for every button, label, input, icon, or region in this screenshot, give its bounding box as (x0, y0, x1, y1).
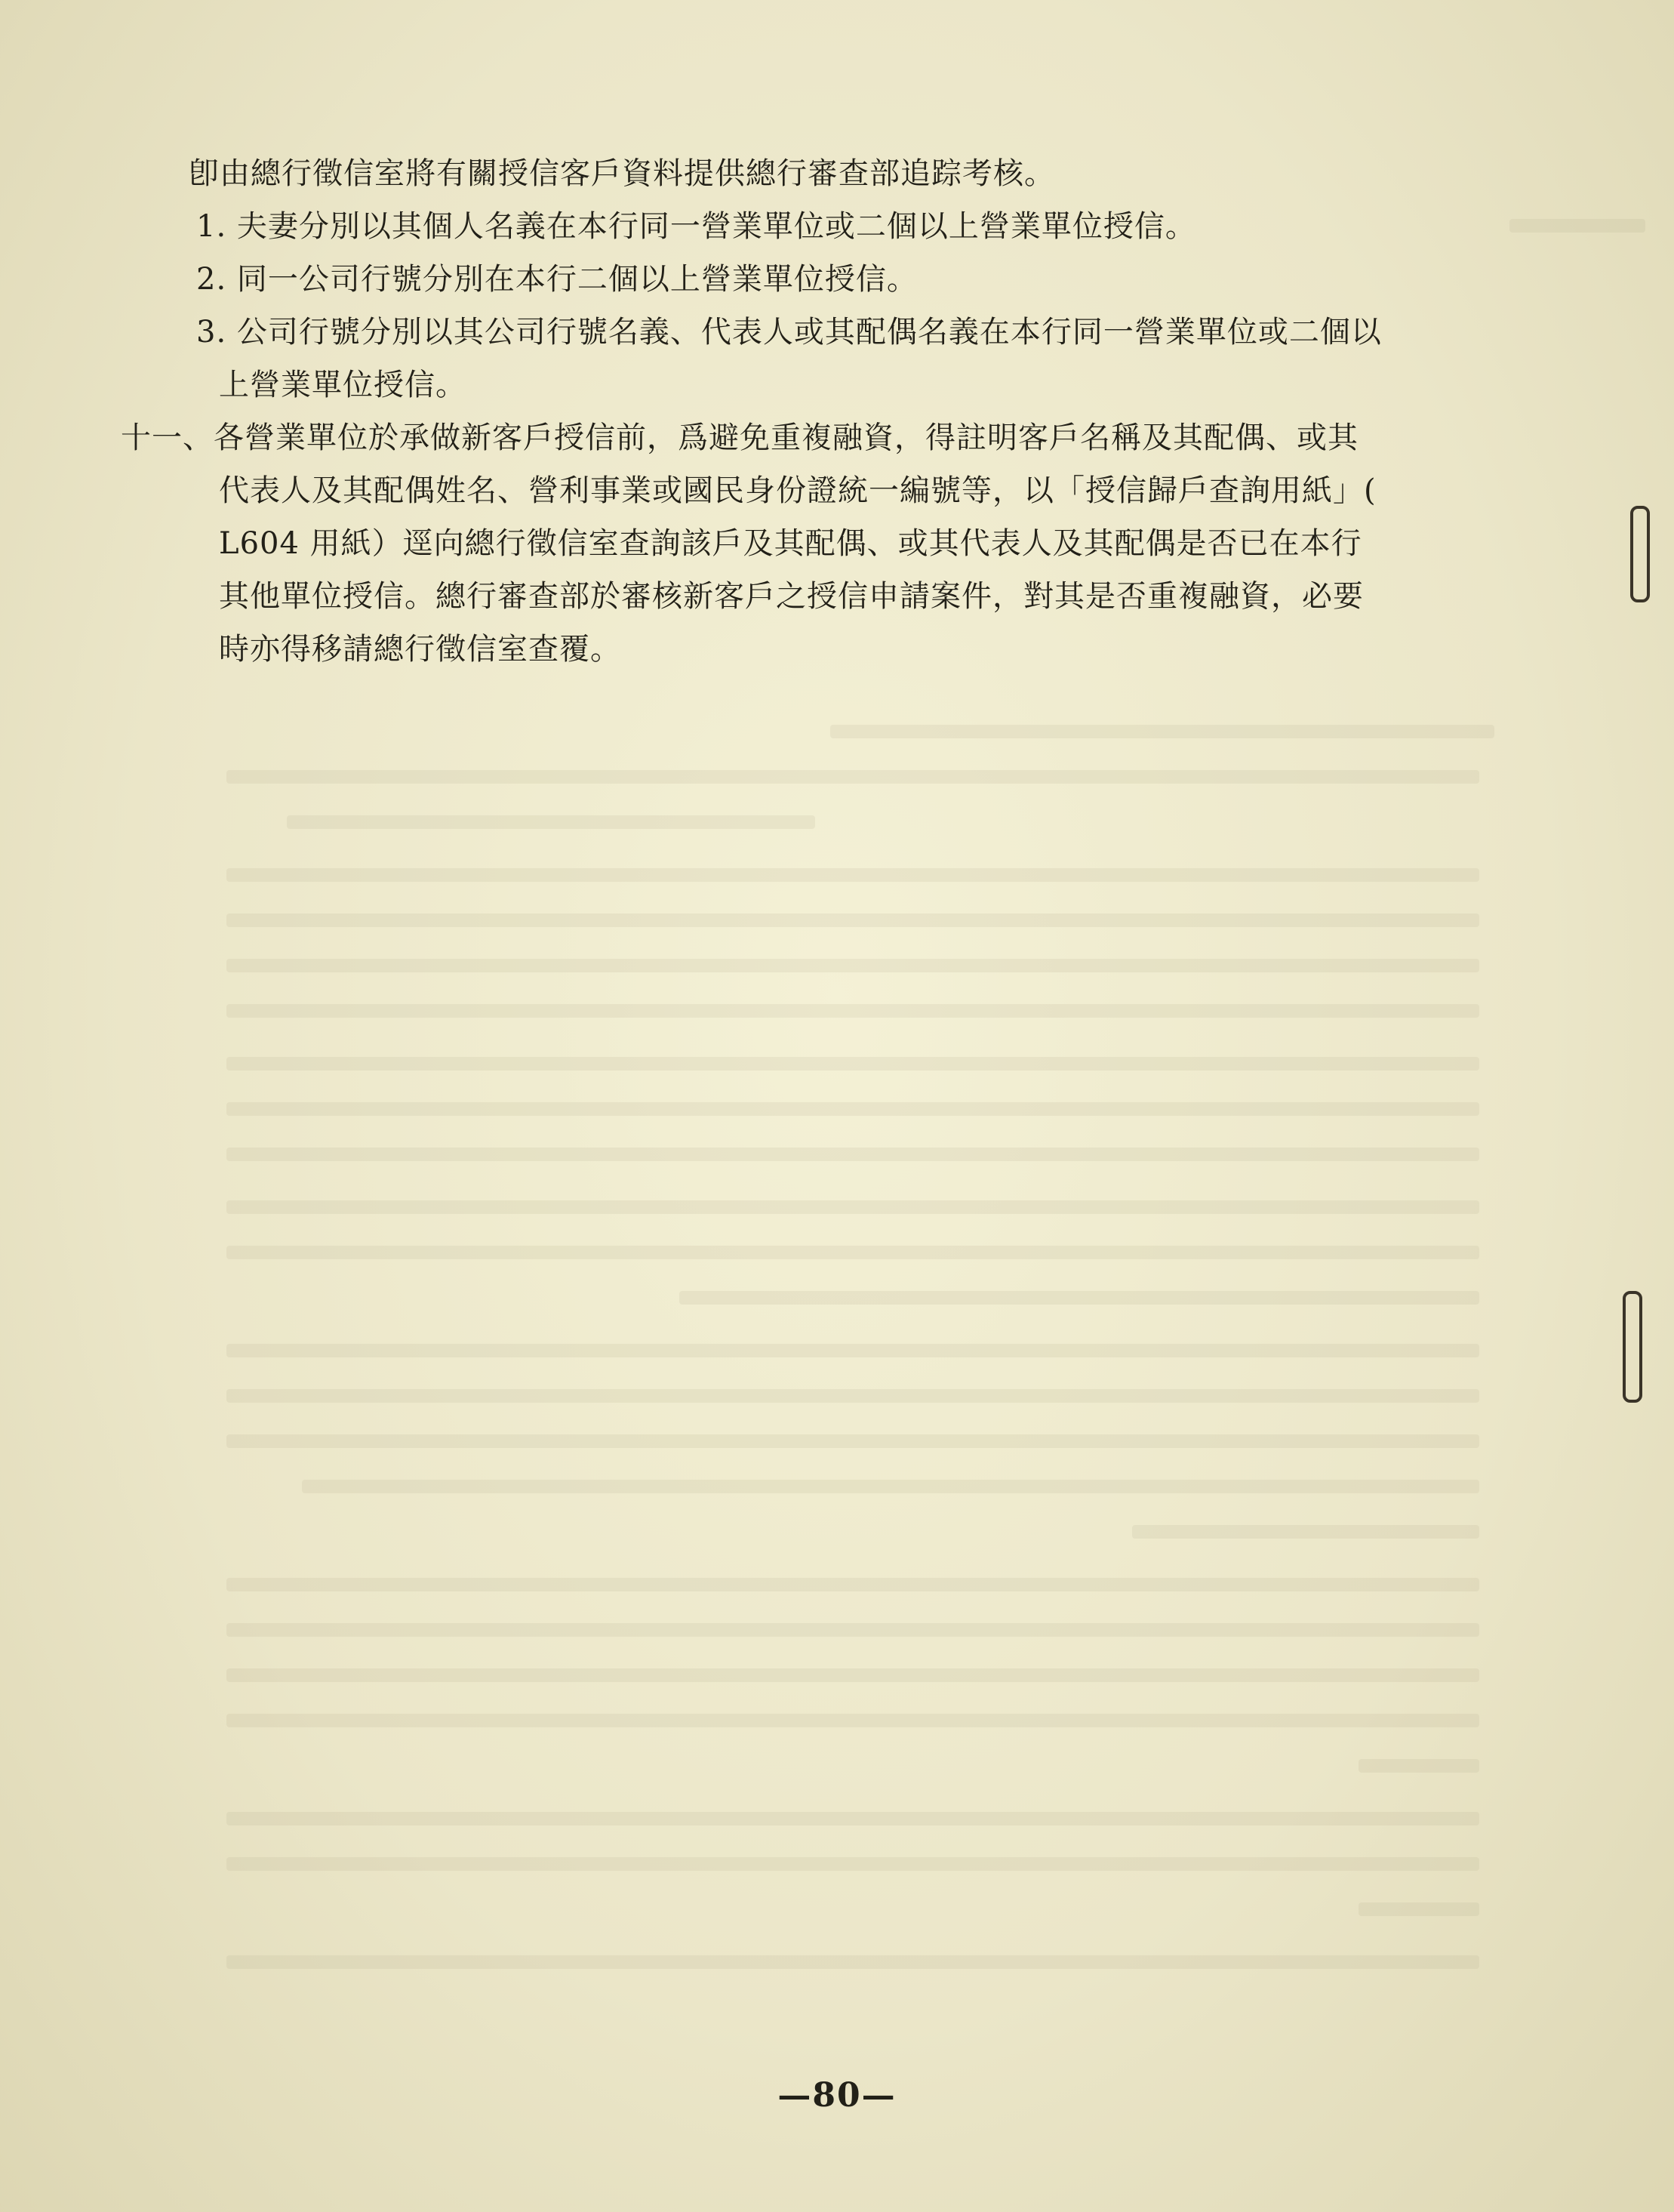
bleed-through-mark (226, 1148, 1479, 1161)
body-line: 卽由總行徵信室將有關授信客戶資料提供總行審查部追踪考核。 (189, 156, 1055, 191)
bleed-through-mark (287, 815, 815, 829)
section-11-line: 其他單位授信。總行審查部於審核新客戶之授信申請案件，對其是否重複融資，必要 (219, 579, 1364, 614)
bleed-through-mark (226, 1434, 1479, 1448)
bleed-through-mark (226, 1714, 1479, 1727)
bleed-through-mark (1359, 1759, 1479, 1773)
list-item-3-continuation: 上營業單位授信。 (219, 368, 466, 402)
bleed-through-mark (226, 1057, 1479, 1071)
bleed-through-mark (1359, 1902, 1479, 1916)
bleed-through-mark (226, 1246, 1479, 1259)
bleed-through-mark (226, 959, 1479, 972)
bleed-through-mark (226, 1200, 1479, 1214)
bleed-through-mark (1132, 1525, 1479, 1539)
bleed-through-mark (226, 770, 1479, 784)
paper-clip-mark (1623, 1291, 1642, 1403)
section-11-line: 時亦得移請總行徵信室查覆。 (219, 632, 621, 667)
bleed-through-mark (226, 1102, 1479, 1116)
bleed-through-mark (679, 1291, 1479, 1305)
bleed-through-mark (226, 1389, 1479, 1403)
bleed-through-mark (226, 868, 1479, 882)
bleed-through-mark (226, 1812, 1479, 1825)
bleed-through-mark (226, 1955, 1479, 1969)
bleed-through-mark (302, 1480, 1479, 1493)
section-11-heading-line: 十一、各營業單位於承做新客戶授信前，爲避免重複融資，得註明客戶名稱及其配偶、或其 (121, 421, 1359, 455)
bleed-through-mark (226, 1623, 1479, 1637)
section-11-line: 代表人及其配偶姓名、營利事業或國民身份證統一編號等，以「授信歸戶查詢用紙」( (219, 473, 1377, 508)
bleed-through-mark (226, 913, 1479, 927)
bleed-through-mark (226, 1344, 1479, 1357)
bleed-through-mark (830, 725, 1494, 738)
bleed-through-mark (226, 1578, 1479, 1591)
bleed-through-mark (226, 1004, 1479, 1018)
staple-mark (1630, 506, 1650, 602)
bleed-through-mark (1509, 219, 1645, 233)
section-11-line: L604 用紙）逕向總行徵信室查詢該戶及其配偶、或其代表人及其配偶是否已在本行 (219, 526, 1362, 561)
list-item-2: 2. 同一公司行號分別在本行二個以上營業單位授信。 (196, 262, 918, 297)
bleed-through-mark (226, 1857, 1479, 1871)
page-number: —80— (777, 2076, 897, 2115)
list-item-1: 1. 夫妻分別以其個人名義在本行同一營業單位或二個以上營業單位授信。 (196, 209, 1196, 244)
list-item-3: 3. 公司行號分別以其公司行號名義、代表人或其配偶名義在本行同一營業單位或二個以 (196, 315, 1382, 350)
bleed-through-mark (226, 1668, 1479, 1682)
